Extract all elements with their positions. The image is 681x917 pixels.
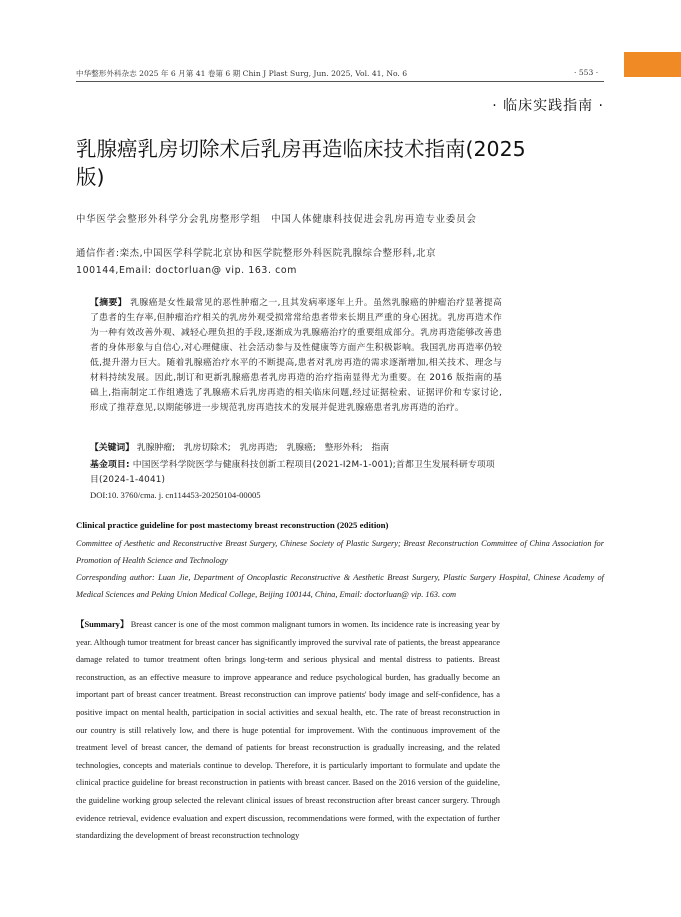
abstract-cn-label: 【摘要】 bbox=[90, 298, 127, 308]
journal-header: 中华整形外科杂志 2025 年 6 月第 41 卷第 6 期 Chin J Plast Surg, Jun. 2025, Vol. 41, No. 6 bbox=[76, 69, 408, 78]
section-label: · 临床实践指南 · bbox=[492, 98, 604, 114]
keywords-cn-text: 乳腺肿瘤; 乳房切除术; 乳房再造; 乳腺癌; 整形外科; 指南 bbox=[136, 443, 390, 453]
keywords-cn bbox=[90, 441, 502, 456]
accent-tab bbox=[624, 52, 681, 77]
article-title: 乳腺癌乳房切除术后乳房再造临床技术指南(2025 版) bbox=[76, 137, 526, 189]
abstract-cn-text: 乳腺癌是女性最常见的恶性肿瘤之一,且其发病率逐年上升。虽然乳腺癌的肿瘤治疗显著提高了患者的生存率,但肿瘤治疗相关的乳房外观受损常常给患者带来长期且严重的身心困扰。乳房再造术作为一种有效改善外观、减轻心理负担的手段,逐渐成为乳腺癌治疗的重要组成部分。乳房再造能够改善患者的身体形象与自信心,对心理健康、社会活动参与及性健康等方面产生积极影响。我国乳房再造率仍较低,提升潜力巨大。随着乳腺癌治疗水平的不断提高,患者对乳房再造的需求逐渐增加,相关技术、理念与材料持续发展。因此,制订和更新乳腺癌患者乳房再造的治疗指南显得尤为重要。在 2016 版指南的基础上,指南制定工作组遴选了乳腺癌术后乳房再造的相关临床问题,经过证据检索、证据评价和专家讨论,形成了推荐意见,以期能够进一步规范乳房再造技术的发展并促进乳腺癌患者乳房再造的治疗。 bbox=[90, 298, 502, 413]
correspondence: 通信作者:栾杰,中国医学科学院北京协和医学院整形外科医院乳腺综合整形科,北京 100144,Email: doctorluan@ vip. 163. com bbox=[76, 248, 437, 276]
header-rule bbox=[76, 81, 604, 82]
page-number: · 553 · bbox=[574, 68, 599, 77]
summary-text: Breast cancer is one of the most common malignant tumors in women. Its incidence rate is increasing year by year. Although tumor treatment for breast cancer has significantly improved the survival rate of patients, the breast appearance damage related to tumor treatment often brings long-term and serious physical and mental distress to patients. Breast reconstruction, as an effective measure to improve appearance and reduce psychological burden, has gradually become an important part of breast cancer treatment. Breast reconstruction can improve patients' body image and self-confidence, has a positive impact on mental health, participation in social activities and sexual health, etc. The rate of breast reconstruction in our country is still relatively low, and there is huge potential for improvement. With the continuous improvement of the treatment level of breast cancer, the demand of patients for breast reconstruction is gradually increasing, and the related technologies, concepts and materials continue to develop. Therefore, it is particularly important to formulate and update the clinical practice guideline for breast reconstruction in patients with breast cancer. Based on the 2016 version of the guideline, the guideline working group selected the relevant clinical issues of breast reconstruction after breast cancer surgery. Through evidence retrieval, evidence evaluation and expert discussion, recommendations were formed, with the expectation of further standardizing the development of breast reconstruction technology bbox=[76, 620, 500, 841]
abstract-cn bbox=[90, 296, 502, 416]
english-correspondence: Corresponding author: Luan Jie, Department of Oncoplastic Reconstructive & Aesthetic Breast Surgery, Plastic Surgery Hospital, Chinese Academy of Medical Sciences and Peking Union Medical College, Beijing 100144, China, Email: doctorluan@ vip. 163. com bbox=[76, 573, 604, 599]
funding-cn-text: 中国医学科学院医学与健康科技创新工程项目(2021-I2M-1-001);首都卫生发展科研专项项目(2024-1-4041) bbox=[90, 460, 495, 485]
summary-label: 【Summary】 bbox=[76, 620, 129, 629]
english-summary bbox=[76, 616, 500, 845]
funding-cn bbox=[90, 458, 502, 488]
funding-cn-label: 基金项目: bbox=[90, 460, 130, 470]
english-authors: Committee of Aesthetic and Reconstructive Breast Surgery, Chinese Society of Plastic Surgery; Breast Reconstruction Committee of China Association for Promotion of Health Science and Technology bbox=[76, 539, 604, 565]
english-title: Clinical practice guideline for post mastectomy breast reconstruction (2025 edition) bbox=[76, 520, 389, 530]
keywords-cn-label: 【关键词】 bbox=[90, 443, 134, 453]
doi: DOI:10. 3760/cma. j. cn114453-20250104-00005 bbox=[90, 490, 261, 500]
author-groups: 中华医学会整形外科学分会乳房整形学组 中国人体健康科技促进会乳房再造专业委员会 bbox=[76, 214, 477, 225]
